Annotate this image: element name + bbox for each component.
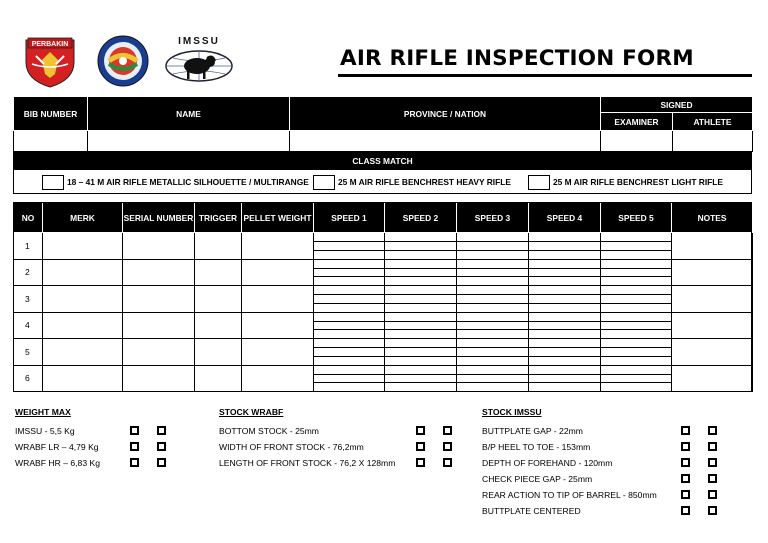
speed-2-cell[interactable]	[385, 365, 457, 392]
merk-cell[interactable]	[43, 286, 123, 313]
col-merk: MERK	[43, 203, 123, 233]
notes-cell[interactable]	[672, 259, 753, 286]
spec-item	[482, 455, 722, 471]
pellet-weight-cell[interactable]	[242, 312, 314, 339]
spec-checkboxes	[681, 474, 717, 483]
name-header: NAME	[88, 97, 290, 131]
speed-3-cell[interactable]	[457, 365, 529, 392]
pass-fail-checkbox[interactable]	[443, 458, 452, 467]
trigger-cell[interactable]	[195, 312, 242, 339]
row-number: 1	[14, 233, 43, 260]
pass-fail-checkbox[interactable]	[681, 426, 690, 435]
examiner-header: EXAMINER	[601, 113, 673, 131]
spec-checkboxes	[130, 442, 166, 451]
spec-item-label: WRABF LR – 4,79 Kg	[15, 442, 99, 452]
row-number: 3	[14, 286, 43, 313]
spec-item-label: WIDTH OF FRONT STOCK - 76,2mm	[219, 442, 364, 452]
pellet-weight-cell[interactable]	[242, 233, 314, 260]
name-field[interactable]	[88, 131, 290, 152]
signed-header: SIGNED	[601, 97, 753, 113]
spec-checkboxes	[130, 426, 166, 435]
pass-fail-checkbox[interactable]	[681, 490, 690, 499]
inspection-table	[13, 202, 753, 392]
speed-5-cell[interactable]	[601, 365, 672, 392]
spec-item	[15, 423, 175, 439]
speed-5-cell[interactable]	[601, 339, 672, 366]
stock-wrabf-section	[219, 406, 459, 471]
col-pellet-weight: PELLET WEIGHT	[242, 203, 314, 233]
notes-cell[interactable]	[672, 312, 753, 339]
pass-fail-checkbox[interactable]	[681, 474, 690, 483]
spec-item	[219, 423, 459, 439]
pass-fail-checkbox[interactable]	[130, 442, 139, 451]
col-notes: NOTES	[672, 203, 753, 233]
table-row	[14, 365, 753, 392]
merk-cell[interactable]	[43, 233, 123, 260]
pass-fail-checkbox[interactable]	[708, 426, 717, 435]
pass-fail-checkbox[interactable]	[157, 458, 166, 467]
class-match-options	[13, 170, 752, 194]
perbakin-logo	[22, 34, 78, 88]
row-number: 6	[14, 365, 43, 392]
pass-fail-checkbox[interactable]	[130, 458, 139, 467]
spec-item	[482, 471, 722, 487]
merk-cell[interactable]	[43, 339, 123, 366]
spec-item	[482, 487, 722, 503]
speed-5-cell[interactable]	[601, 286, 672, 313]
table-row	[14, 312, 753, 339]
col-trigger: TRIGGER	[195, 203, 242, 233]
table-row	[14, 339, 753, 366]
class-checkbox[interactable]	[528, 175, 550, 190]
pass-fail-checkbox[interactable]	[416, 442, 425, 451]
spec-item-label: B/P HEEL TO TOE - 153mm	[482, 442, 591, 452]
speed-1-cell[interactable]	[314, 312, 385, 339]
class-checkbox[interactable]	[42, 175, 64, 190]
pass-fail-checkbox[interactable]	[443, 426, 452, 435]
stock-imssu-section	[482, 406, 722, 519]
speed-4-cell[interactable]	[529, 286, 601, 313]
speed-2-cell[interactable]	[385, 233, 457, 260]
row-number: 2	[14, 259, 43, 286]
speed-3-cell[interactable]	[457, 286, 529, 313]
pellet-weight-cell[interactable]	[242, 286, 314, 313]
serial-number-cell[interactable]	[123, 233, 195, 260]
pass-fail-checkbox[interactable]	[443, 442, 452, 451]
examiner-signature-field[interactable]	[601, 131, 673, 152]
table-row	[14, 286, 753, 313]
speed-2-cell[interactable]	[385, 259, 457, 286]
province-header: PROVINCE / NATION	[290, 97, 601, 131]
speed-2-cell[interactable]	[385, 312, 457, 339]
spec-item-label: DEPTH OF FOREHAND - 120mm	[482, 458, 613, 468]
speed-5-cell[interactable]	[601, 312, 672, 339]
pass-fail-checkbox[interactable]	[157, 442, 166, 451]
class-option-label: 25 M AIR RIFLE BENCHREST HEAVY RIFLE	[338, 177, 511, 187]
class-option-label: 25 M AIR RIFLE BENCHREST LIGHT RIFLE	[553, 177, 723, 187]
speed-1-cell[interactable]	[314, 286, 385, 313]
notes-cell[interactable]	[672, 339, 753, 366]
pass-fail-checkbox[interactable]	[708, 442, 717, 451]
col-speed-4: SPEED 4	[529, 203, 601, 233]
spec-item	[219, 439, 459, 455]
notes-cell[interactable]	[672, 233, 753, 260]
spec-checkboxes	[416, 426, 452, 435]
spec-item	[482, 503, 722, 519]
speed-4-cell[interactable]	[529, 339, 601, 366]
spec-checkboxes	[681, 490, 717, 499]
speed-1-cell[interactable]	[314, 339, 385, 366]
trigger-cell[interactable]	[195, 233, 242, 260]
col-speed-5: SPEED 5	[601, 203, 672, 233]
pass-fail-checkbox[interactable]	[708, 474, 717, 483]
spec-item	[15, 455, 175, 471]
spec-checkboxes	[681, 426, 717, 435]
row-number: 4	[14, 312, 43, 339]
col-no: NO	[14, 203, 43, 233]
speed-3-cell[interactable]	[457, 339, 529, 366]
table-row	[14, 233, 753, 260]
shooting-federation-emblem	[96, 34, 150, 88]
pellet-weight-cell[interactable]	[242, 365, 314, 392]
col-speed-3: SPEED 3	[457, 203, 529, 233]
speed-2-cell[interactable]	[385, 339, 457, 366]
spec-item	[482, 423, 722, 439]
speed-4-cell[interactable]	[529, 259, 601, 286]
bib-number-field[interactable]	[14, 131, 88, 152]
serial-number-cell[interactable]	[123, 339, 195, 366]
title-rule	[338, 74, 752, 77]
speed-1-cell[interactable]	[314, 365, 385, 392]
weight-max-section	[15, 406, 175, 471]
pass-fail-checkbox[interactable]	[130, 426, 139, 435]
class-option-benchrest-heavy[interactable]	[313, 174, 511, 190]
speed-1-cell[interactable]	[314, 233, 385, 260]
serial-number-cell[interactable]	[123, 365, 195, 392]
weight-max-heading: WEIGHT MAX	[15, 407, 71, 417]
class-option-metallic-silhouette[interactable]	[42, 174, 309, 190]
pass-fail-checkbox[interactable]	[157, 426, 166, 435]
col-speed-1: SPEED 1	[314, 203, 385, 233]
notes-cell[interactable]	[672, 286, 753, 313]
spec-item	[15, 439, 175, 455]
merk-cell[interactable]	[43, 259, 123, 286]
serial-number-cell[interactable]	[123, 259, 195, 286]
trigger-cell[interactable]	[195, 365, 242, 392]
spec-checkboxes	[130, 458, 166, 467]
row-number: 5	[14, 339, 43, 366]
spec-checkboxes	[416, 458, 452, 467]
trigger-cell[interactable]	[195, 259, 242, 286]
spec-item-label: WRABF HR – 6,83 Kg	[15, 458, 101, 468]
form-title: AIR RIFLE INSPECTION FORM	[340, 46, 694, 71]
spec-item-label: BUTTPLATE CENTERED	[482, 506, 581, 516]
speed-3-cell[interactable]	[457, 312, 529, 339]
speed-2-cell[interactable]	[385, 286, 457, 313]
pass-fail-checkbox[interactable]	[681, 442, 690, 451]
speed-3-cell[interactable]	[457, 259, 529, 286]
pass-fail-checkbox[interactable]	[681, 458, 690, 467]
athlete-header: ATHLETE	[673, 113, 753, 131]
notes-cell[interactable]	[672, 365, 753, 392]
pass-fail-checkbox[interactable]	[416, 426, 425, 435]
spec-item-label: REAR ACTION TO TIP OF BARREL - 850mm	[482, 490, 657, 500]
class-checkbox[interactable]	[313, 175, 335, 190]
merk-cell[interactable]	[43, 365, 123, 392]
stock-wrabf-heading: STOCK WRABF	[219, 407, 284, 417]
pellet-weight-cell[interactable]	[242, 259, 314, 286]
spec-item	[482, 439, 722, 455]
class-option-label: 18 – 41 M AIR RIFLE METALLIC SILHOUETTE / MULTIRANGE	[67, 177, 309, 187]
stock-imssu-heading: STOCK IMSSU	[482, 407, 542, 417]
serial-number-cell[interactable]	[123, 312, 195, 339]
spec-checkboxes	[681, 442, 717, 451]
spec-item	[219, 455, 459, 471]
speed-5-cell[interactable]	[601, 259, 672, 286]
col-speed-2: SPEED 2	[385, 203, 457, 233]
pass-fail-checkbox[interactable]	[708, 506, 717, 515]
speed-4-cell[interactable]	[529, 312, 601, 339]
merk-cell[interactable]	[43, 312, 123, 339]
spec-item-label: CHECK PIECE GAP - 25mm	[482, 474, 593, 484]
trigger-cell[interactable]	[195, 339, 242, 366]
table-row	[14, 259, 753, 286]
spec-checkboxes	[416, 442, 452, 451]
svg-text:PERBAKIN: PERBAKIN	[31, 41, 69, 48]
svg-text:IMSSU: IMSSU	[178, 36, 220, 47]
spec-item-label: BOTTOM STOCK - 25mm	[219, 426, 319, 436]
class-match-header: CLASS MATCH	[13, 152, 752, 170]
col-serial-number: SERIAL NUMBER	[123, 203, 195, 233]
spec-checkboxes	[681, 506, 717, 515]
pass-fail-checkbox[interactable]	[708, 458, 717, 467]
pass-fail-checkbox[interactable]	[681, 506, 690, 515]
pass-fail-checkbox[interactable]	[708, 490, 717, 499]
pass-fail-checkbox[interactable]	[416, 458, 425, 467]
spec-item-label: LENGTH OF FRONT STOCK - 76,2 X 128mm	[219, 458, 396, 468]
serial-number-cell[interactable]	[123, 286, 195, 313]
athlete-info-table	[13, 96, 753, 152]
class-option-benchrest-light[interactable]	[528, 174, 723, 190]
speed-1-cell[interactable]	[314, 259, 385, 286]
trigger-cell[interactable]	[195, 286, 242, 313]
speed-5-cell[interactable]	[601, 233, 672, 260]
imssu-logo	[163, 34, 235, 84]
bib-number-header: BIB NUMBER	[14, 97, 88, 131]
speed-4-cell[interactable]	[529, 365, 601, 392]
speed-4-cell[interactable]	[529, 233, 601, 260]
pellet-weight-cell[interactable]	[242, 339, 314, 366]
speed-3-cell[interactable]	[457, 233, 529, 260]
athlete-signature-field[interactable]	[673, 131, 753, 152]
spec-checkboxes	[681, 458, 717, 467]
province-field[interactable]	[290, 131, 601, 152]
spec-item-label: IMSSU - 5,5 Kg	[15, 426, 75, 436]
spec-item-label: BUTTPLATE GAP - 22mm	[482, 426, 583, 436]
